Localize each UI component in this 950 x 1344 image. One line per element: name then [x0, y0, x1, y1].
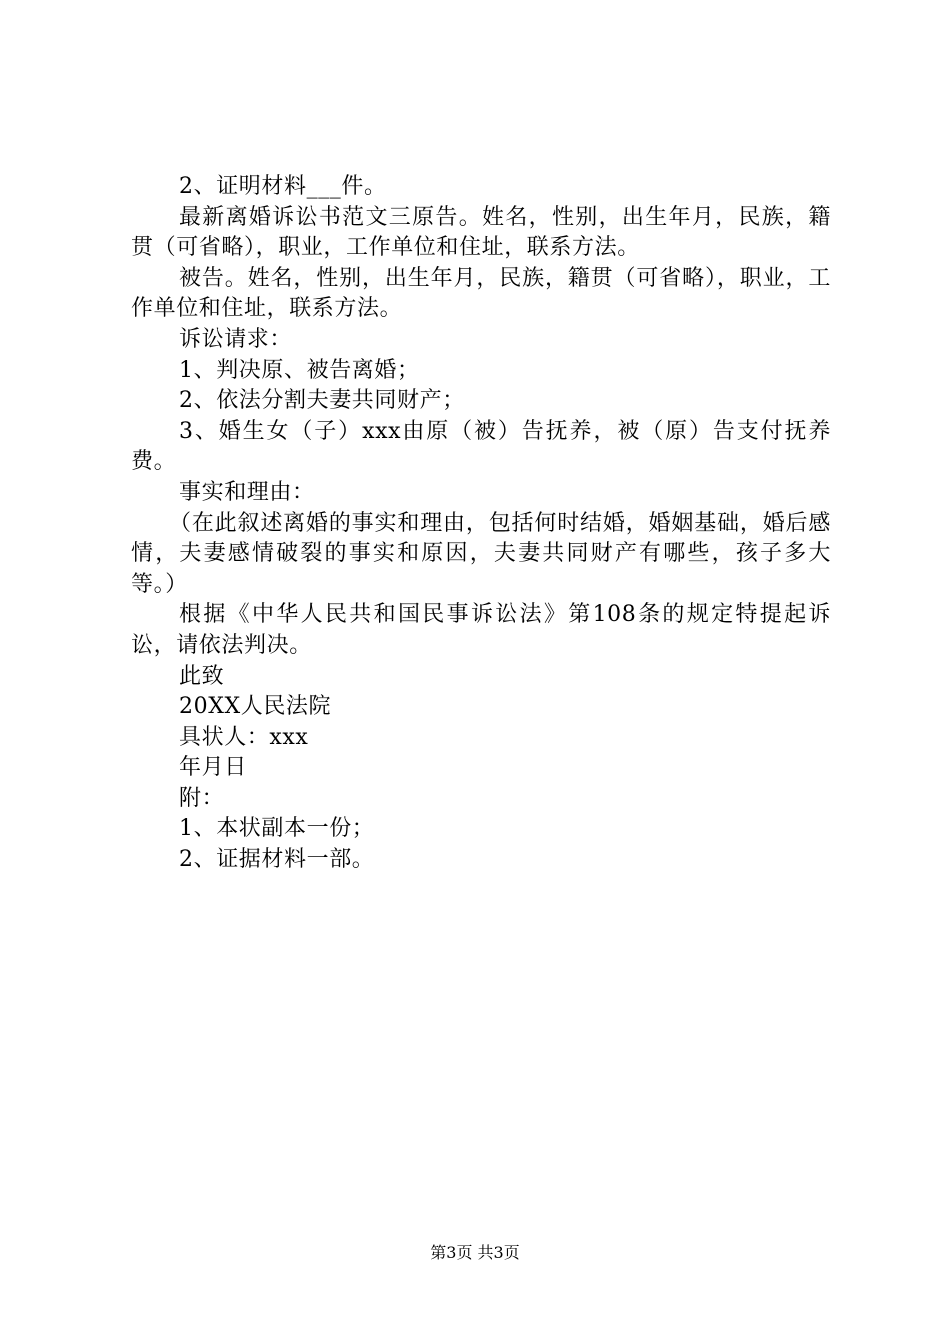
claim-item-2: 2、依法分割夫妻共同财产； [179, 388, 465, 414]
paragraph-facts-reasons: （在此叙述离婚的事实和理由，包括何时结婚，婚姻基础，婚后感情，夫妻感情破裂的事实和原因，夫妻共同财产有哪些，孩子多大等。） [131, 510, 831, 597]
signatory: 具状人：xxx [179, 724, 309, 750]
attachment-item-1: 1、本状副本一份； [179, 816, 375, 842]
page-number-footer: 第3页 共3页 [430, 1243, 520, 1262]
paragraph-legal-basis: 根据《中华人民共和国民事诉讼法》第108条的规定特提起诉讼，请依法判决。 [131, 602, 831, 658]
claim-item-3: 3、婚生女（子）xxx由原（被）告抚养，被（原）告支付抚养费。 [131, 418, 831, 475]
document-body [131, 172, 831, 876]
heading-facts-reasons: 事实和理由： [179, 479, 315, 505]
paragraph-plaintiff: 最新离婚诉讼书范文三原告。姓名，性别，出生年月，民族，籍贯（可省略），职业，工作单位和住址，联系方法。 [131, 204, 831, 261]
date-line: 年月日 [179, 755, 247, 781]
heading-claims: 诉讼请求： [179, 326, 293, 352]
attachment-item-2: 2、证据材料一部。 [179, 847, 375, 873]
paragraph-evidence-count: 2、证明材料___件。 [179, 174, 387, 199]
paragraph-defendant: 被告。姓名，性别，出生年月，民族，籍贯（可省略），职业，工作单位和住址，联系方法。 [131, 265, 831, 322]
court-name: 20XX人民法院 [179, 694, 332, 720]
claim-item-1: 1、判决原、被告离婚； [179, 357, 420, 383]
salutation: 此致 [179, 663, 225, 689]
heading-attachments: 附： [179, 785, 225, 811]
